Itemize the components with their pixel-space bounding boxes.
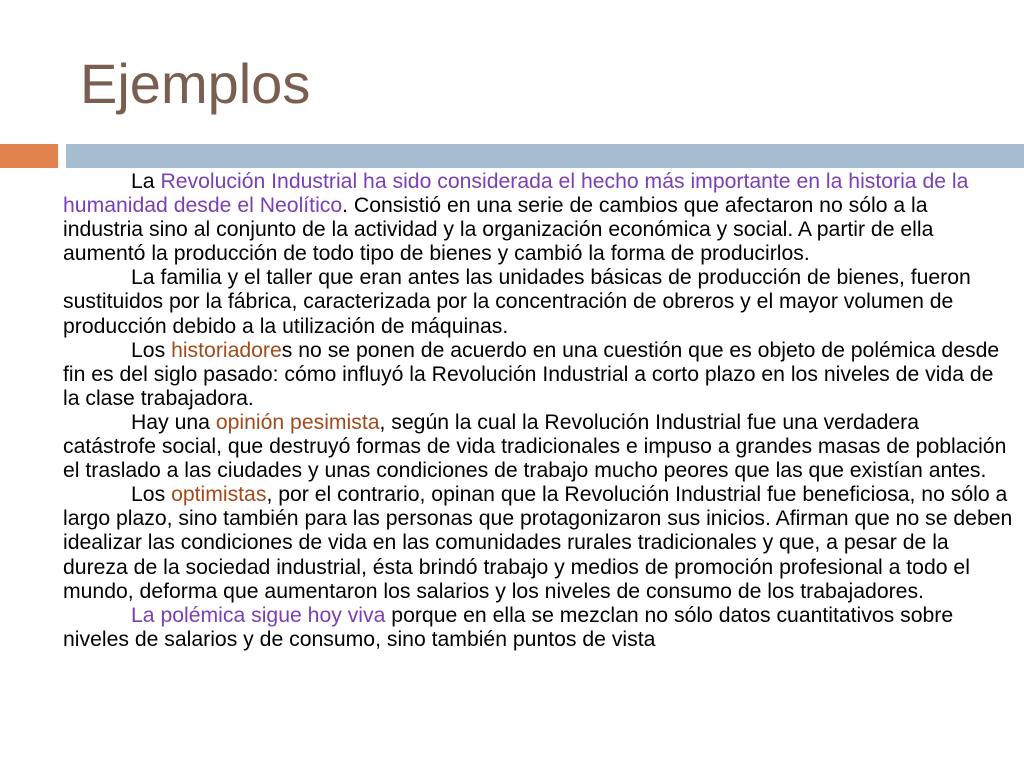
title-rule-bar <box>66 144 1024 168</box>
paragraph-optimistas <box>63 483 1013 603</box>
paragraph-text: , según la cual la Revolución Industrial fue una verdadera catástrofe social, que destruyó formas de vida tradicionales e impuso a grandes masas de población el traslado a las ciudades y unas condiciones de trabajo mucho peores que las que existían antes. <box>63 410 1007 483</box>
paragraph-text: Los <box>131 483 172 507</box>
highlight-polemica-viva: La polémica sigue hoy viva <box>131 603 386 627</box>
paragraph-text: La familia y el taller que eran antes las unidades básicas de producción de bienes, fueron sustituidos por la fábrica, caracterizada por la concentración de obreros y el mayor volumen de producción debido a la utilización de máquinas. <box>63 266 971 338</box>
paragraph-text: La <box>131 170 161 193</box>
highlight-revolucion-industrial: Revolución Industrial ha sido considerada el hecho más importante en la historia de la humanidad desde el Neolítico <box>63 170 969 218</box>
slide-title: Ejemplos <box>80 52 311 115</box>
highlight-opinion-pesimista: opinión pesimista <box>215 410 380 434</box>
paragraph-text: , por el contrario, opinan que la Revolución Industrial fue beneficiosa, no sólo a largo plazo, sino también para las personas que protagonizaron sus inicios. Afirman que no se deben idealizar las condiciones de vida en las comunidades rurales tradicionales y que, a pesar de la dureza de la sociedad industrial, ésta brindó trabajo y medios de promoción profesional a todo el mundo, deforma que aumentaron los salarios y los niveles de consumo de los trabajadores. <box>63 483 1013 603</box>
paragraph-text: porque en ella se mezclan no sólo datos cuantitativos sobre niveles de salarios y de consumo, sino también puntos de vista <box>63 603 954 651</box>
paragraph-text: Los <box>131 338 172 362</box>
paragraph-familia-taller <box>63 266 1013 338</box>
paragraph-text: s no se ponen de acuerdo en una cuestión que es objeto de polémica desde fin es del siglo pasado: cómo influyó la Revolución Industrial a corto plazo en los niveles de vida de la clase trabajadora. <box>63 338 1000 410</box>
highlight-optimistas: optimistas <box>171 483 267 507</box>
slide-body <box>63 170 1013 768</box>
paragraph-historiadores <box>63 339 1013 411</box>
accent-bar <box>0 144 58 168</box>
paragraph-pesimista <box>63 411 1013 483</box>
paragraph-revolucion <box>63 170 1013 266</box>
paragraph-polemica <box>63 604 1013 652</box>
paragraph-text: . Consistió en una serie de cambios que afectaron no sólo a la industria sino al conjunto de la actividad y la organización económica y social. A partir de ella aumentó la producción de todo tipo de bienes y cambió la forma de producirlos. <box>63 194 934 266</box>
paragraph-text: Hay una <box>131 410 216 434</box>
highlight-historiadores: historiadore <box>171 338 282 362</box>
